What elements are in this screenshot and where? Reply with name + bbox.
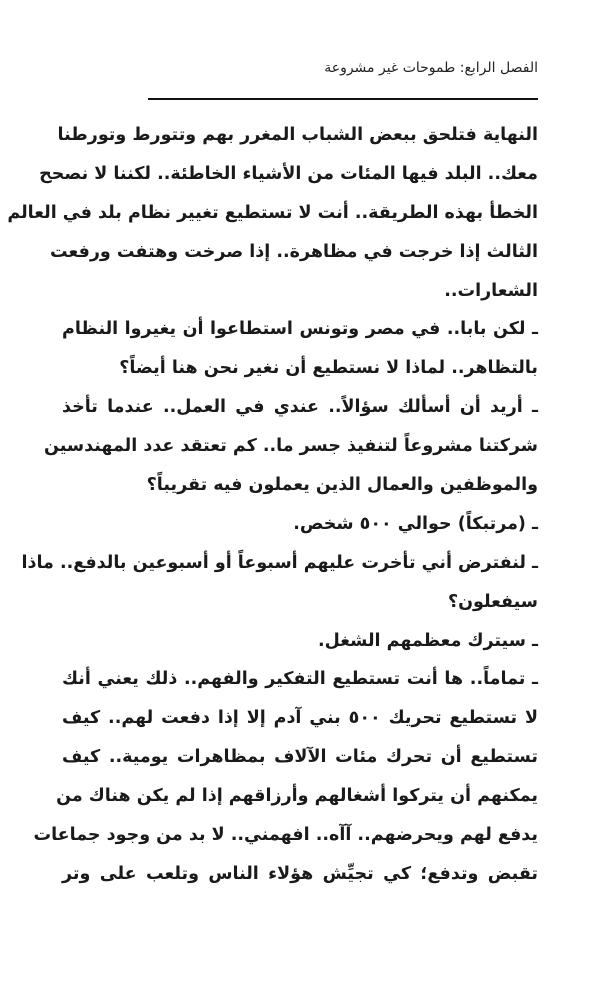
text-line: ـ سيترك معظمهم الشغل. [318,630,538,651]
text-line: يمكنهم أن يتركوا أشغالهم وأرزاقهم إذا لم يكن هناك من [56,786,538,807]
text-line: ـ لكن بابا.. في مصر وتونس استطاعوا أن يغيروا النظام [62,319,538,340]
header-rule [148,98,538,100]
text-line: ـ (مرتبكاً) حوالي ٥٠٠ شخص. [293,513,538,534]
text-line: تستطيع أن تحرك مئات الآلاف بمظاهرات يومية.. كيف [62,747,538,768]
text-line: سيفعلون؟ [447,591,538,612]
text-line: بالتظاهر.. لماذا لا نستطيع أن نغير نحن هنا أيضاً؟ [119,358,538,379]
text-line: الشعارات.. [444,280,538,301]
text-line: ـ تماماً.. ها أنت تستطيع التفكير والفهم.. ذلك يعني أنك [62,669,538,690]
text-line: ـ أريد أن أسألك سؤالاً.. عندي في العمل.. عندما تأخذ [62,397,538,418]
text-line: لا تستطيع تحريك ٥٠٠ بني آدم إلا إذا دفعت لهم.. كيف [62,708,538,729]
text-line: الخطأ بهذه الطريقة.. أنت لا تستطيع تغيير نظام بلد في العالم [7,202,538,223]
text-line: يدفع لهم ويحرضهم.. آآه.. افهمني.. لا بد من وجود جماعات [33,825,538,846]
body-text [7,116,538,894]
text-line: الثالث إذا خرجت في مظاهرة.. إذا صرخت وهتفت ورفعت [49,241,538,262]
text-line: شركتنا مشروعاً لتنفيذ جسر ما.. كم تعتقد عدد المهندسين [44,436,538,457]
text-line: النهاية فتلحق ببعض الشباب المغرر بهم وتتورط وتورطنا [57,125,538,145]
text-line: ـ لنفترض أني تأخرت عليهم أسبوعاً أو أسبوعين بالدفع.. ماذا [21,552,538,573]
text-line: تقبض وتدفع؛ كي تجيِّش هؤلاء الناس وتلعب على وتر [62,863,538,884]
running-header: الفصل الرابع: طموحات غير مشروعة [324,60,538,76]
text-line: معك.. البلد فيها المئات من الأشياء الخاطئة.. لكننا لا نصحح [39,163,538,184]
text-line: والموظفين والعمال الذين يعملون فيه تقريباً؟ [146,475,538,496]
